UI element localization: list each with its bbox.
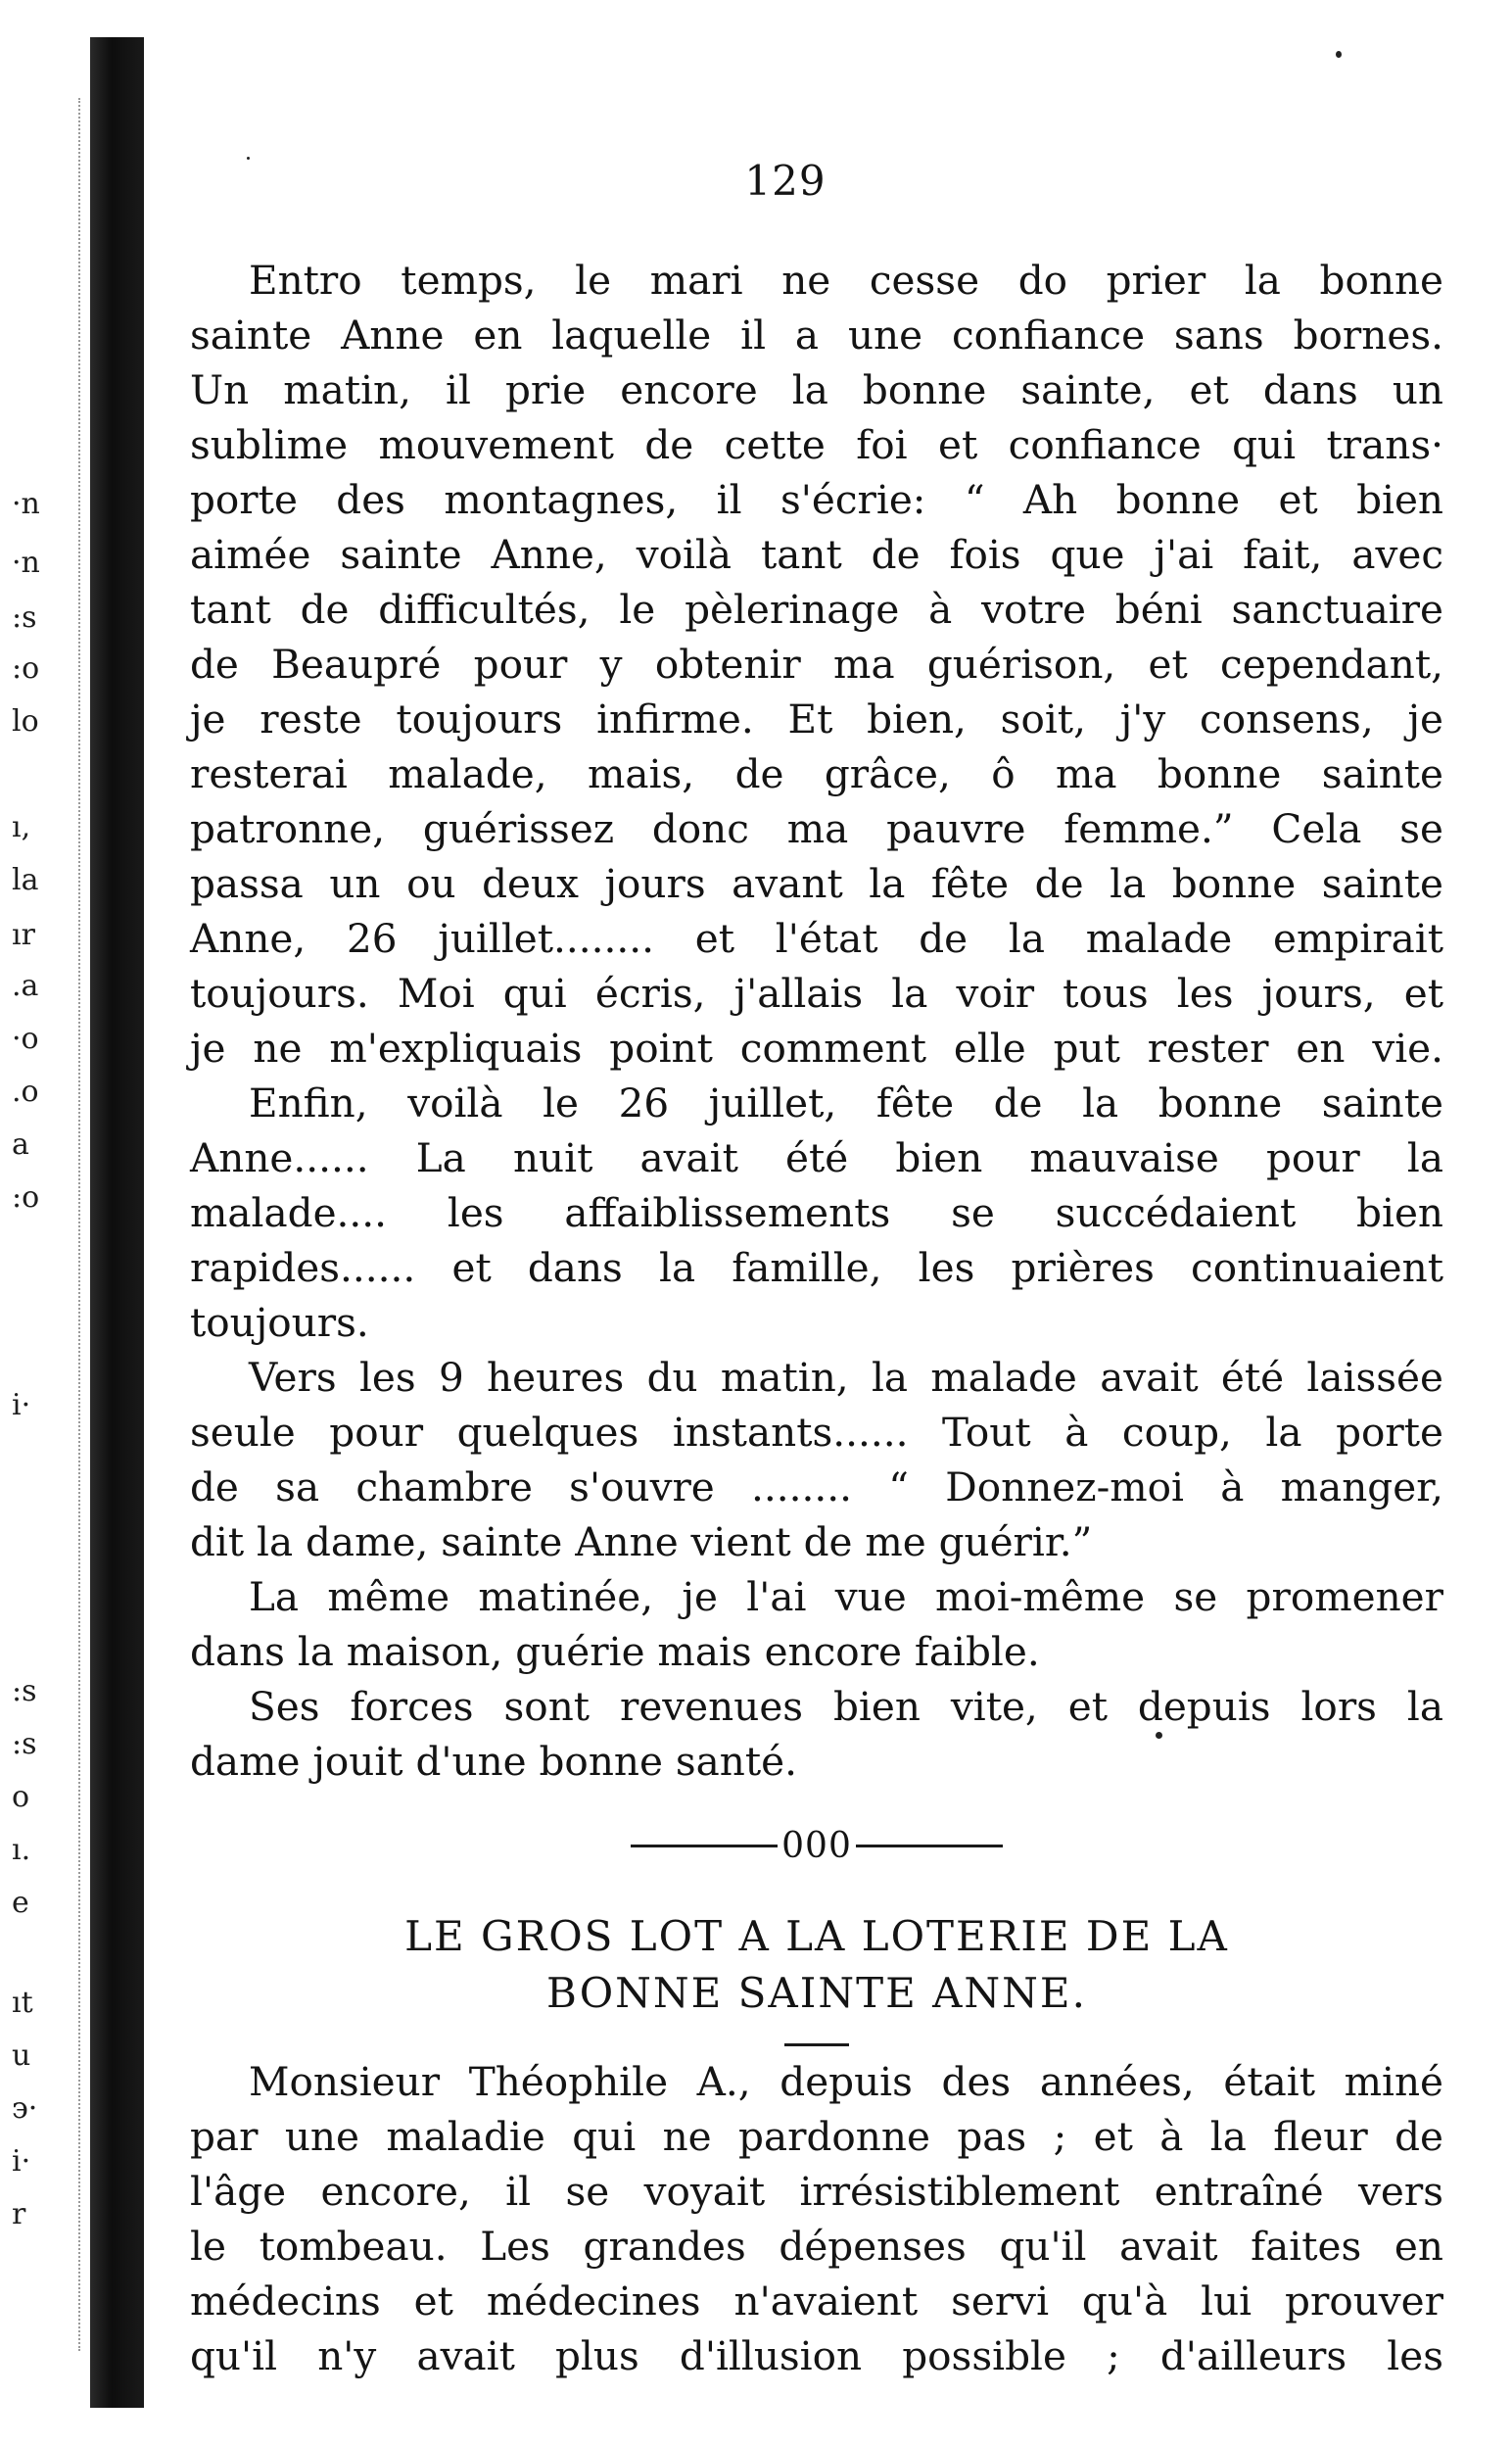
paragraph bbox=[190, 2054, 1443, 2383]
text-line: Ses forces sont revenues bien vite, et depuis lors la bbox=[249, 1683, 1443, 1730]
text-line: dans la maison, guérie mais encore faible. bbox=[190, 1628, 1040, 1675]
text-line: Anne, 26 juillet........ et l'état de la malade empirait bbox=[190, 915, 1443, 962]
margin-fragment: ·o bbox=[12, 1022, 39, 1056]
text-line: malade.... les affaiblissements se succédaient bien bbox=[190, 1189, 1443, 1236]
margin-fragment: o bbox=[12, 1780, 30, 1814]
ink-speck bbox=[1336, 51, 1342, 58]
text-line: passa un ou deux jours avant la fête de la bonne sainte bbox=[190, 860, 1443, 907]
text-line: toujours. Moi qui écris, j'allais la voir tous les jours, et bbox=[190, 970, 1443, 1017]
text-line: dame jouit d'une bonne santé. bbox=[190, 1738, 797, 1785]
text-line: Monsieur Théophile A., depuis des années, était miné bbox=[249, 2058, 1443, 2105]
heading-line: BONNE SAINTE ANNE. bbox=[546, 1969, 1087, 2017]
margin-fragment: lo bbox=[12, 704, 39, 739]
margin-fragment: э· bbox=[12, 2091, 38, 2126]
heading-rule bbox=[784, 2043, 849, 2046]
text-line: par une maladie qui ne pardonne pas ; et à la fleur de bbox=[190, 2113, 1443, 2160]
margin-fragment: ır bbox=[12, 918, 35, 952]
text-line: Un matin, il prie encore la bonne sainte, et dans un bbox=[190, 366, 1443, 413]
text-line: qu'il n'y avait plus d'illusion possible ; d'ailleurs les bbox=[190, 2332, 1443, 2379]
separator-mark: 000 bbox=[781, 1825, 852, 1866]
margin-fragment: .o bbox=[12, 1075, 39, 1109]
margin-fragment: :o bbox=[12, 651, 40, 686]
margin-fragment: r bbox=[12, 2197, 26, 2231]
text-line: Enfin, voilà le 26 juillet, fête de la bonne sainte bbox=[249, 1079, 1443, 1127]
binding-gutter bbox=[90, 37, 144, 2408]
text-line: aimée sainte Anne, voilà tant de fois que j'ai fait, avec bbox=[190, 531, 1443, 578]
page-number: 129 bbox=[744, 157, 827, 205]
margin-fragment: :s bbox=[12, 600, 37, 635]
margin-fragment: :o bbox=[12, 1180, 40, 1215]
margin-fragment: i· bbox=[12, 1388, 31, 1422]
text-line: tant de difficultés, le pèlerinage à votre béni sanctuaire bbox=[190, 586, 1443, 633]
margin-fragment: :s bbox=[12, 1727, 37, 1761]
text-line: toujours. bbox=[190, 1299, 369, 1346]
margin-fragment: ·n bbox=[12, 487, 40, 521]
margin-fragment: a bbox=[12, 1127, 29, 1162]
paragraph bbox=[190, 1569, 1443, 1679]
text-line: je ne m'expliquais point comment elle put rester en vie. bbox=[190, 1025, 1443, 1072]
text-line: Entro temps, le mari ne cesse do prier la bonne bbox=[249, 257, 1443, 304]
text-line: seule pour quelques instants...... Tout à coup, la porte bbox=[190, 1409, 1443, 1456]
text-line: dit la dame, sainte Anne vient de me guérir.” bbox=[190, 1518, 1093, 1565]
section-separator bbox=[190, 1818, 1443, 1873]
margin-fragment: ıt bbox=[12, 1986, 33, 2020]
text-line: rapides...... et dans la famille, les prières continuaient bbox=[190, 1244, 1443, 1291]
separator-rule bbox=[631, 1845, 778, 1847]
text-line: médecins et médecines n'avaient servi qu'à lui prouver bbox=[190, 2277, 1443, 2325]
margin-fragment: i· bbox=[12, 2144, 31, 2179]
margin-fragment: u bbox=[12, 2038, 31, 2073]
text-column bbox=[190, 253, 1443, 2383]
margin-fragment: la bbox=[12, 863, 39, 897]
text-line: le tombeau. Les grandes dépenses qu'il avait faites en bbox=[190, 2223, 1443, 2270]
margin-fragment: e bbox=[12, 1886, 29, 1920]
margin-fragment: .a bbox=[12, 969, 39, 1003]
separator-rule bbox=[856, 1845, 1003, 1847]
margin-fragment: :s bbox=[12, 1674, 37, 1708]
text-line: Anne...... La nuit avait été bien mauvaise pour la bbox=[190, 1134, 1443, 1181]
text-line: resterai malade, mais, de grâce, ô ma bonne sainte bbox=[190, 750, 1443, 797]
text-line: de Beaupré pour y obtenir ma guérison, et cependant, bbox=[190, 641, 1443, 688]
text-line: sainte Anne en laquelle il a une confiance sans bornes. bbox=[190, 312, 1443, 359]
facing-page-margin bbox=[0, 0, 78, 2445]
heading-line: LE GROS LOT A LA LOTERIE DE LA bbox=[404, 1912, 1229, 1960]
text-line: sublime mouvement de cette foi et confiance qui trans· bbox=[190, 421, 1443, 468]
paragraph bbox=[190, 253, 1443, 1076]
section-heading bbox=[190, 1908, 1443, 2022]
text-line: patronne, guérissez donc ma pauvre femme.” Cela se bbox=[190, 805, 1443, 852]
text-line: porte des montagnes, il s'écrie: “ Ah bonne et bien bbox=[190, 476, 1443, 523]
margin-fragment: ı. bbox=[12, 1833, 31, 1867]
page-edge bbox=[78, 98, 90, 2351]
text-line: l'âge encore, il se voyait irrésistiblement entraîné vers bbox=[190, 2168, 1443, 2215]
text-line: je reste toujours infirme. Et bien, soit, j'y consens, je bbox=[190, 695, 1443, 743]
text-line: de sa chambre s'ouvre ........ “ Donnez-moi à manger, bbox=[190, 1463, 1443, 1510]
paragraph bbox=[190, 1350, 1443, 1569]
text-line: Vers les 9 heures du matin, la malade avait été laissée bbox=[249, 1354, 1443, 1401]
margin-fragment: ·n bbox=[12, 546, 40, 580]
margin-fragment: ı, bbox=[12, 810, 31, 844]
paragraph bbox=[190, 1076, 1443, 1350]
text-line: La même matinée, je l'ai vue moi-même se promener bbox=[249, 1573, 1443, 1620]
paragraph bbox=[190, 1679, 1443, 1789]
